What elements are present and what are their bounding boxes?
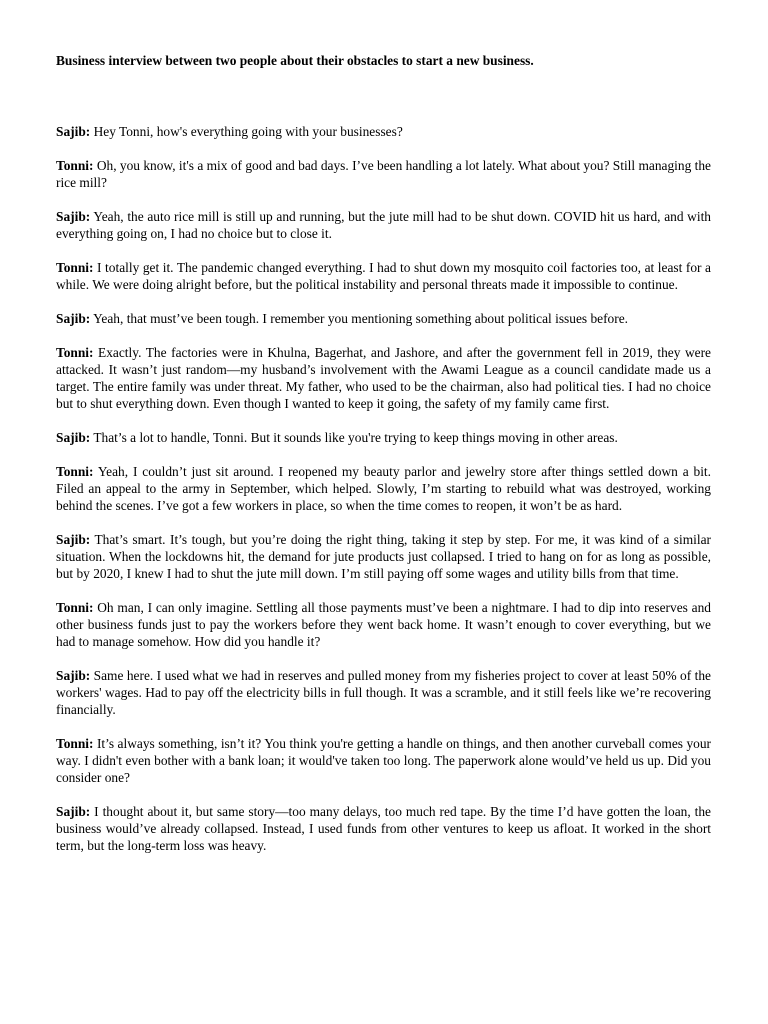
speaker-name: Sajib: — [56, 311, 91, 326]
turn-text: That’s smart. It’s tough, but you’re doing the right thing, taking it step by step. For me, it was kind of a similar situation. When the lockdowns hit, the demand for jute products just collapsed. I tried to hang on for as long as possible, but by 2020, I knew I had to shut the jute mill down. I’m still paying off some wages and utility bills from that time. — [56, 532, 711, 581]
dialogue-turn — [56, 667, 711, 718]
turn-text: I thought about it, but same story—too many delays, too much red tape. By the time I’d have gotten the loan, the business would’ve already collapsed. Instead, I used funds from other ventures to keep us afloat. It worked in the short term, but the long-term loss was heavy. — [56, 804, 711, 853]
speaker-name: Sajib: — [56, 804, 91, 819]
speaker-name: Sajib: — [56, 668, 91, 683]
dialogue — [56, 123, 711, 854]
turn-text: Yeah, that must’ve been tough. I remember you mentioning something about political issues before. — [90, 311, 628, 326]
speaker-name: Tonni: — [56, 158, 94, 173]
dialogue-turn — [56, 344, 711, 412]
speaker-name: Tonni: — [56, 464, 94, 479]
turn-text: Oh, you know, it's a mix of good and bad days. I’ve been handling a lot lately. What about you? Still managing the rice mill? — [56, 158, 711, 190]
dialogue-turn — [56, 599, 711, 650]
document-title: Business interview between two people about their obstacles to start a new business. — [56, 53, 534, 68]
document-page — [56, 52, 711, 871]
dialogue-turn — [56, 531, 711, 582]
speaker-name: Sajib: — [56, 430, 91, 445]
dialogue-turn — [56, 463, 711, 514]
turn-text: It’s always something, isn’t it? You think you're getting a handle on things, and then another curveball comes your way. I didn't even bother with a bank loan; it would've taken too long. The paperwork alone would’ve held us up. Did you consider one? — [56, 736, 711, 785]
dialogue-turn — [56, 208, 711, 242]
speaker-name: Sajib: — [56, 124, 91, 139]
dialogue-turn — [56, 803, 711, 854]
dialogue-turn — [56, 310, 711, 327]
turn-text: Exactly. The factories were in Khulna, Bagerhat, and Jashore, and after the government fell in 2019, they were attacked. It wasn’t just random—my husband’s involvement with the Awami League as a council candidate made us a target. The entire family was under threat. My father, who used to be the chairman, also had political ties. I had no choice but to shut everything down. Even though I wanted to keep it going, the safety of my family came first. — [56, 345, 711, 411]
dialogue-turn — [56, 429, 711, 446]
speaker-name: Tonni: — [56, 260, 94, 275]
dialogue-turn — [56, 123, 711, 140]
speaker-name: Sajib: — [56, 532, 91, 547]
speaker-name: Tonni: — [56, 600, 94, 615]
speaker-name: Tonni: — [56, 736, 94, 751]
dialogue-turn — [56, 735, 711, 786]
turn-text: Oh man, I can only imagine. Settling all those payments must’ve been a nightmare. I had to dip into reserves and other business funds just to pay the workers before they went back home. It wasn’t enough to cover everything, but we had to manage somehow. How did you handle it? — [56, 600, 711, 649]
turn-text: Same here. I used what we had in reserves and pulled money from my fisheries project to cover at least 50% of the workers' wages. Had to pay off the electricity bills in full though. It was a scramble, and it still feels like we’re recovering financially. — [56, 668, 711, 717]
turn-text: That’s a lot to handle, Tonni. But it sounds like you're trying to keep things moving in other areas. — [90, 430, 618, 445]
turn-text: Yeah, the auto rice mill is still up and running, but the jute mill had to be shut down. COVID hit us hard, and with everything going on, I had no choice but to close it. — [56, 209, 711, 241]
speaker-name: Sajib: — [56, 209, 91, 224]
speaker-name: Tonni: — [56, 345, 94, 360]
turn-text: I totally get it. The pandemic changed everything. I had to shut down my mosquito coil factories too, at least for a while. We were doing alright before, but the political instability and personal threats made it impossible to continue. — [56, 260, 711, 292]
turn-text: Yeah, I couldn’t just sit around. I reopened my beauty parlor and jewelry store after things settled down a bit. Filed an appeal to the army in September, which helped. Slowly, I’m starting to rebuild what was destroyed, working behind the scenes. I’ve got a few workers in place, so when the time comes to reopen, it won’t be as hard. — [56, 464, 711, 513]
turn-text: Hey Tonni, how's everything going with your businesses? — [90, 124, 403, 139]
dialogue-turn — [56, 259, 711, 293]
dialogue-turn — [56, 157, 711, 191]
